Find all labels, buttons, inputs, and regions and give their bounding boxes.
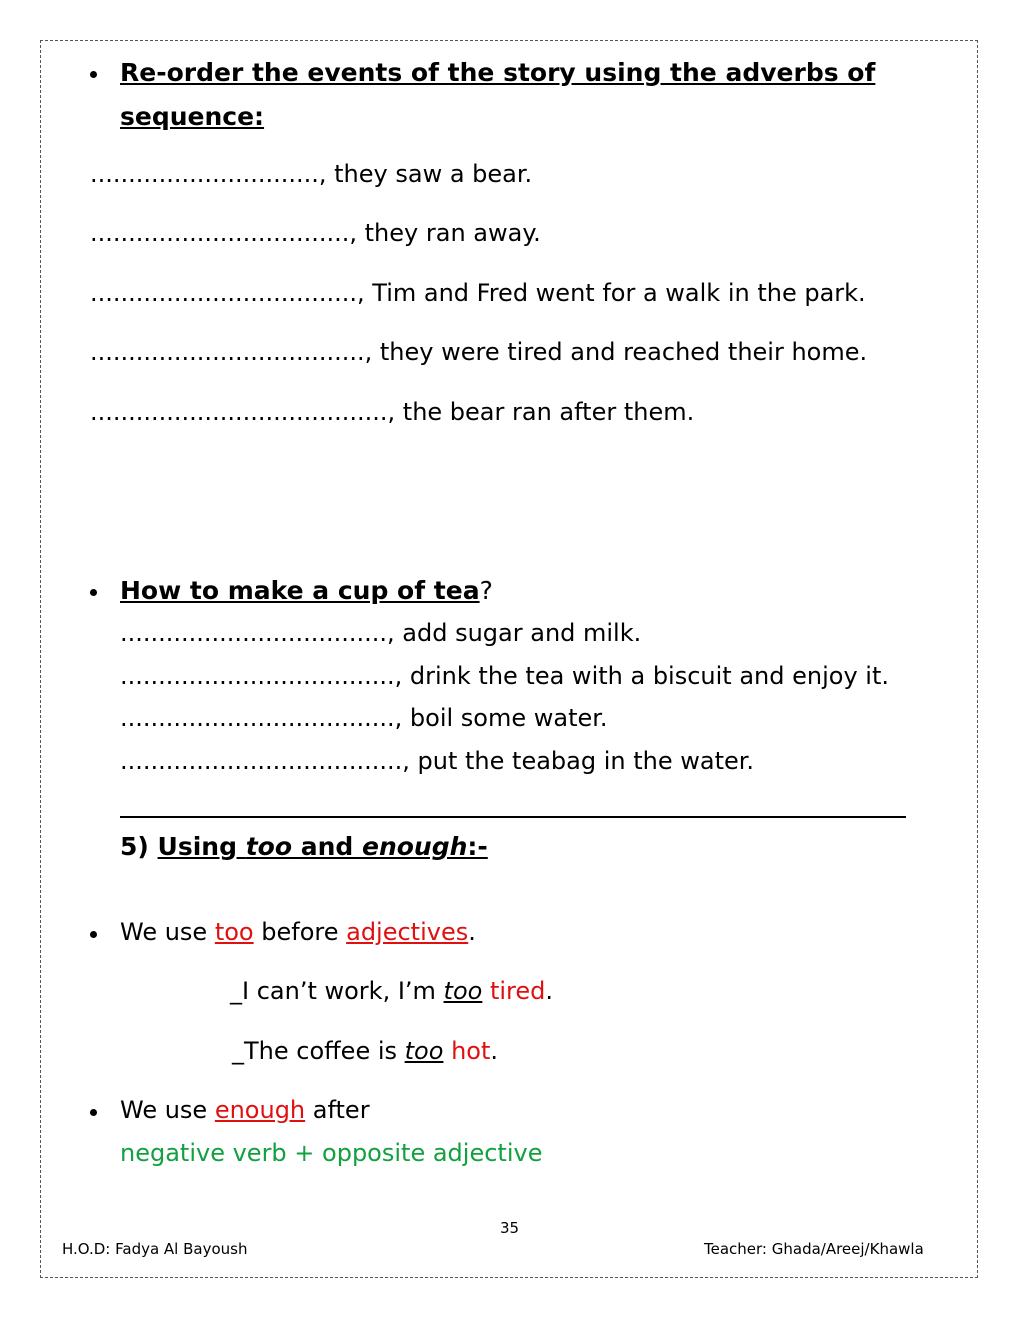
sentence-text: , they were tired and reached their home.: [364, 338, 868, 366]
rule-text: We use: [120, 1096, 215, 1124]
bullet-icon: [90, 1109, 97, 1116]
rule-text: .: [468, 918, 476, 946]
section1-heading-line1: Re-order the events of the story using the adverbs of: [120, 58, 876, 87]
sequence-line-1: [90, 160, 532, 188]
rule-text: We use: [120, 918, 215, 946]
tea-step-4: [120, 747, 754, 775]
sentence-text: , boil some water.: [394, 704, 608, 732]
section2-heading: [120, 576, 493, 605]
sentence-text: , drink the tea with a biscuit and enjoy it.: [394, 662, 889, 690]
bullet-icon: [90, 589, 97, 596]
footer-teacher: Teacher: Ghada/Areej/Khawla: [704, 1240, 924, 1258]
sentence-text: , they saw a bear.: [318, 160, 533, 188]
title-suffix: :-: [467, 832, 488, 861]
answer-blank[interactable]: ....................................: [120, 704, 395, 732]
rule-enough: [120, 1096, 370, 1124]
answer-blank[interactable]: .....................................: [120, 747, 403, 775]
example-1: [230, 977, 553, 1005]
enough-formula: negative verb + opposite adjective: [120, 1139, 543, 1167]
example-space: [443, 1037, 451, 1065]
example-adjective: tired: [489, 977, 546, 1005]
section3-title: [120, 832, 488, 861]
example-2: [232, 1037, 498, 1065]
answer-blank[interactable]: .......................................: [90, 398, 388, 426]
title-enough: enough: [362, 832, 468, 861]
rule-text: after: [305, 1096, 370, 1124]
section2-heading-text: How to make a cup of tea: [120, 576, 480, 605]
sequence-line-5: [90, 398, 694, 426]
section2-heading-suffix: ?: [479, 576, 493, 605]
answer-blank[interactable]: ...................................: [90, 279, 358, 307]
section3-title-text: [158, 832, 488, 861]
answer-blank[interactable]: ....................................: [120, 662, 395, 690]
answer-blank[interactable]: ....................................: [90, 338, 365, 366]
example-too: too: [404, 1037, 444, 1065]
example-space: [482, 977, 490, 1005]
sequence-line-2: [90, 219, 541, 247]
tea-step-1: [120, 619, 641, 647]
title-part: Using: [157, 832, 246, 861]
sequence-line-3: [90, 279, 866, 307]
bullet-icon: [90, 931, 97, 938]
tea-step-2: [120, 662, 889, 690]
example-text: _I can’t work, I’m: [230, 977, 444, 1005]
example-text: .: [545, 977, 554, 1005]
bullet-icon: [90, 71, 97, 78]
keyword-adjectives: adjectives: [346, 918, 469, 946]
sentence-text: , the bear ran after them.: [387, 398, 695, 426]
example-adjective: hot: [451, 1037, 491, 1065]
keyword-too: too: [214, 918, 254, 946]
sentence-text: , they ran away.: [349, 219, 541, 247]
sentence-text: , add sugar and milk.: [387, 619, 642, 647]
keyword-enough: enough: [214, 1096, 306, 1124]
example-too: too: [443, 977, 483, 1005]
example-text: .: [490, 1037, 499, 1065]
title-and: and: [292, 832, 362, 861]
answer-blank[interactable]: ...................................: [120, 619, 388, 647]
sentence-text: , put the teabag in the water.: [402, 747, 755, 775]
section1-heading-line2: sequence:: [120, 102, 265, 131]
page-number: 35: [500, 1219, 520, 1237]
tea-step-3: [120, 704, 608, 732]
answer-blank[interactable]: ..............................: [90, 160, 319, 188]
title-too: too: [245, 832, 293, 861]
answer-blank[interactable]: ..................................: [90, 219, 350, 247]
rule-text: before: [253, 918, 347, 946]
rule-too: [120, 918, 476, 946]
sentence-text: , Tim and Fred went for a walk in the park.: [357, 279, 866, 307]
footer-hod: H.O.D: Fadya Al Bayoush: [62, 1240, 248, 1258]
sequence-line-4: [90, 338, 867, 366]
example-text: _The coffee is: [232, 1037, 405, 1065]
section-number: 5): [120, 832, 149, 861]
section-divider: [120, 816, 906, 818]
